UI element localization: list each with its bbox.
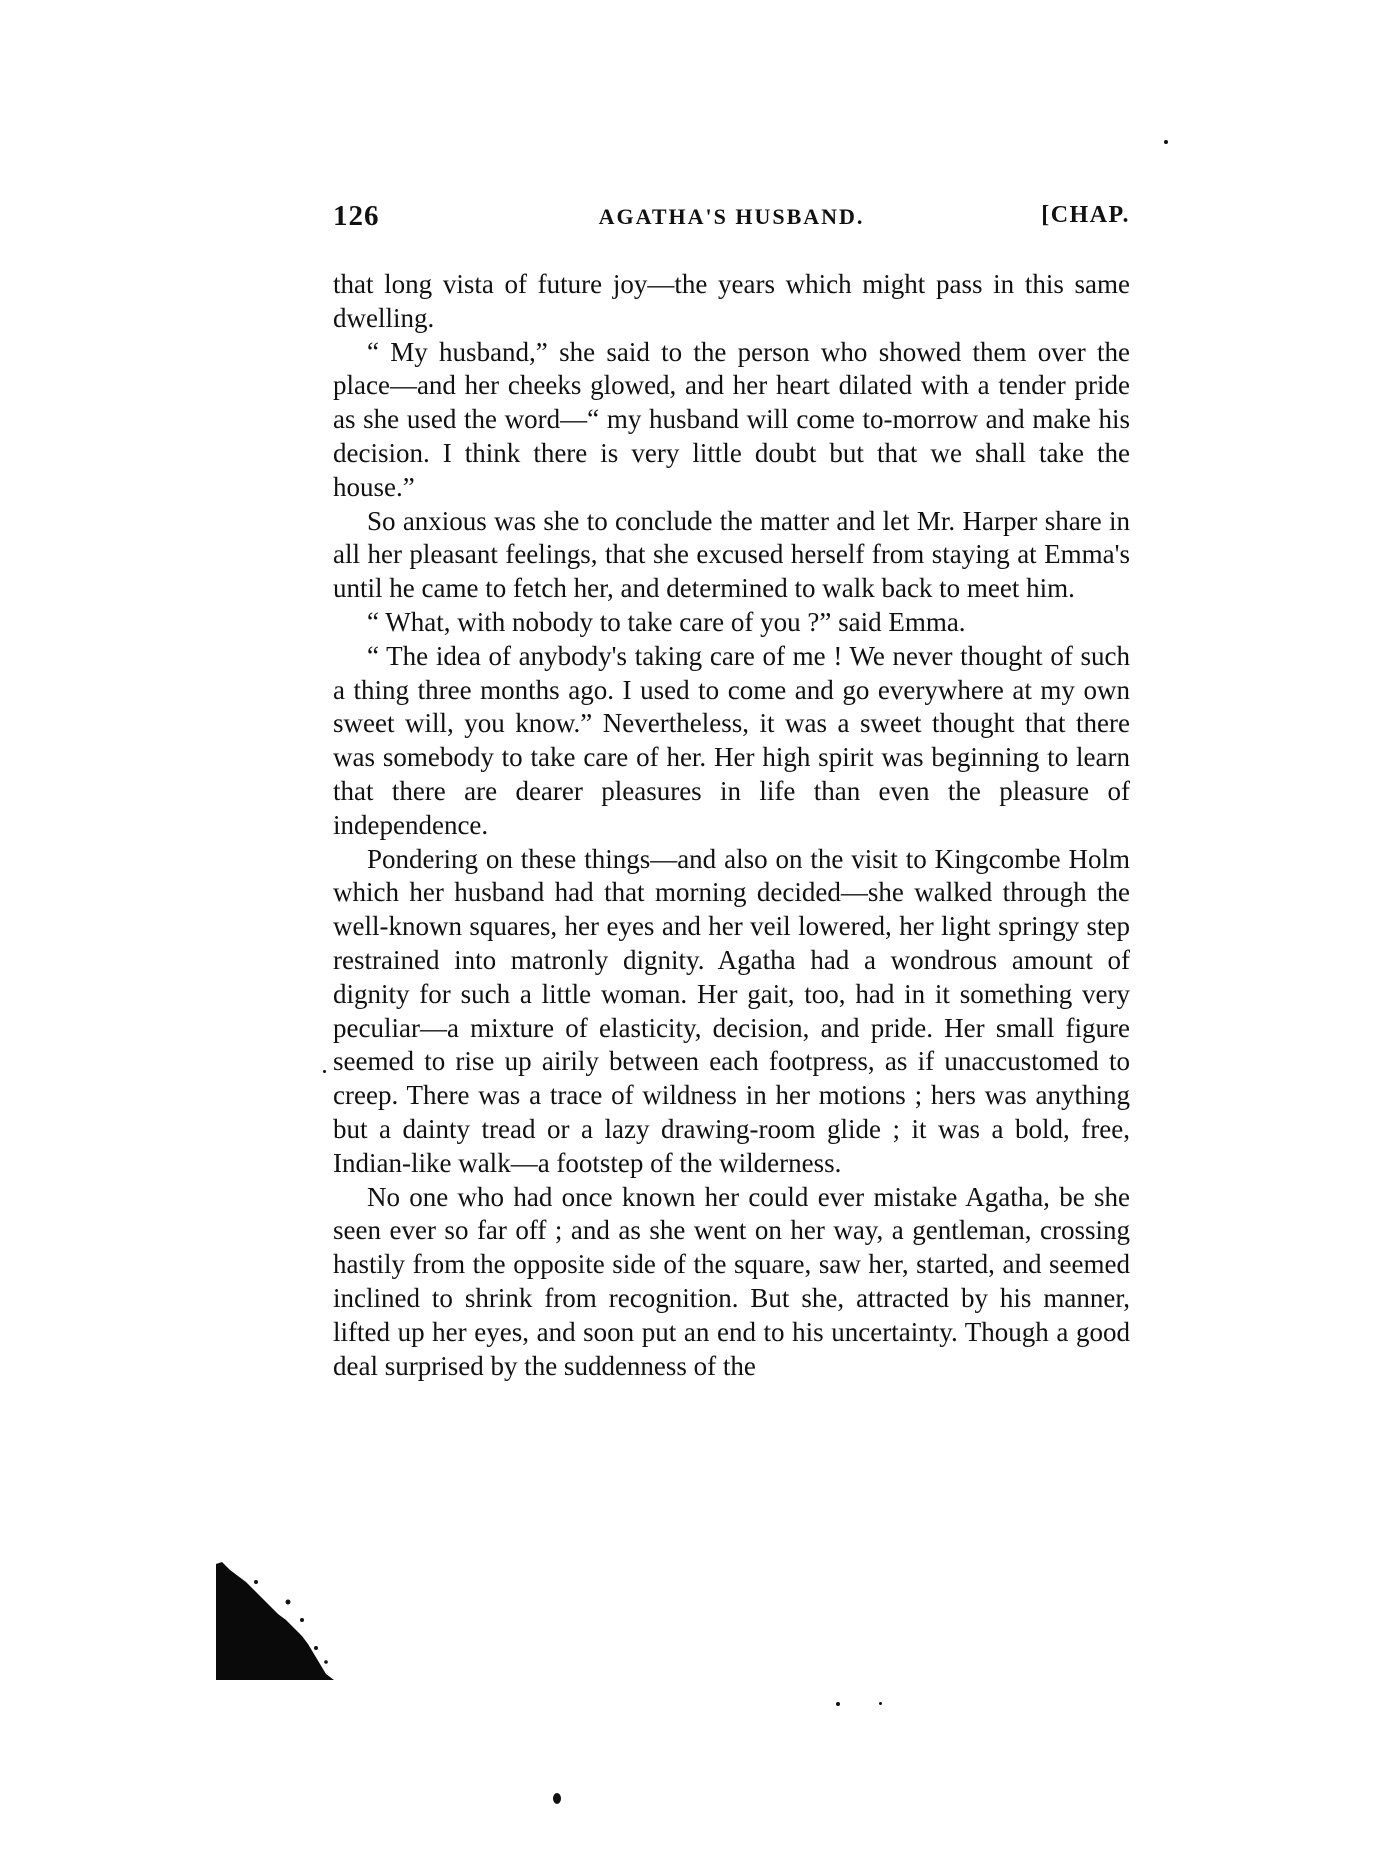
page-header: [333, 200, 1130, 240]
paragraph: “ My husband,” she said to the person who showed them over the place—and her cheeks glowed, and her heart dilated with a tender pride as she used the word—“ my husband will come to-morrow and make his decision. I think there is very little doubt but that we shall take the house.”: [333, 336, 1130, 502]
scan-speck: [1164, 140, 1168, 144]
scan-speck: [553, 1793, 561, 1804]
chapter-mark: [CHAP.: [1041, 202, 1130, 228]
paragraph: “ What, with nobody to take care of you ?” said Emma.: [367, 606, 966, 637]
paragraph: “ The idea of anybody's taking care of me ! We never thought of such a thing three months ago. I used to come and go everywhere at my own sweet will, you know.” Nevertheless, it was a sweet thought that there was somebody to take care of her. Her high spirit was beginning to learn that there are dearer pleasures in life than even the pleasure of independence.: [333, 640, 1130, 840]
page-number: 126: [333, 200, 380, 232]
scan-speck: [323, 1070, 326, 1073]
body-text: [333, 268, 1130, 1383]
paragraph-continuation: that long vista of future joy—the years which might pass in this same dwelling.: [333, 269, 1130, 333]
paragraph: Pondering on these things—and also on the visit to Kingcombe Holm which her husband had that morning decided—she walked through the well-known squares, her eyes and her veil lowered, her light springy step restrained into matronly dignity. Agatha had a wondrous amount of dignity for such a little woman. Her gait, too, had in it something very peculiar—a mixture of elasticity, decision, and pride. Her small figure seemed to rise up airily between each footpress, as if unaccustomed to creep. There was a trace of wildness in her motions ; hers was anything but a dainty tread or a lazy drawing-room glide ; it was a bold, free, Indian-like walk—a footstep of the wilderness.: [333, 843, 1130, 1178]
paragraph: So anxious was she to conclude the matter and let Mr. Harper share in all her pleasant feelings, that she excused herself from staying at Emma's until he came to fetch her, and determined to walk back to meet him.: [333, 505, 1130, 604]
scan-speck: [836, 1702, 840, 1706]
running-title: AGATHA'S HUSBAND.: [598, 204, 865, 229]
scan-speck: [879, 1702, 882, 1705]
scan-smudge: [216, 1562, 336, 1680]
paragraph: No one who had once known her could ever mistake Agatha, be she seen ever so far off ; and as she went on her way, a gentleman, crossing hastily from the opposite side of the square, saw her, started, and seemed inclined to shrink from recognition. But she, attracted by his manner, lifted up her eyes, and soon put an end to his uncertainty. Though a good deal surprised by the suddenness of the: [333, 1181, 1130, 1381]
